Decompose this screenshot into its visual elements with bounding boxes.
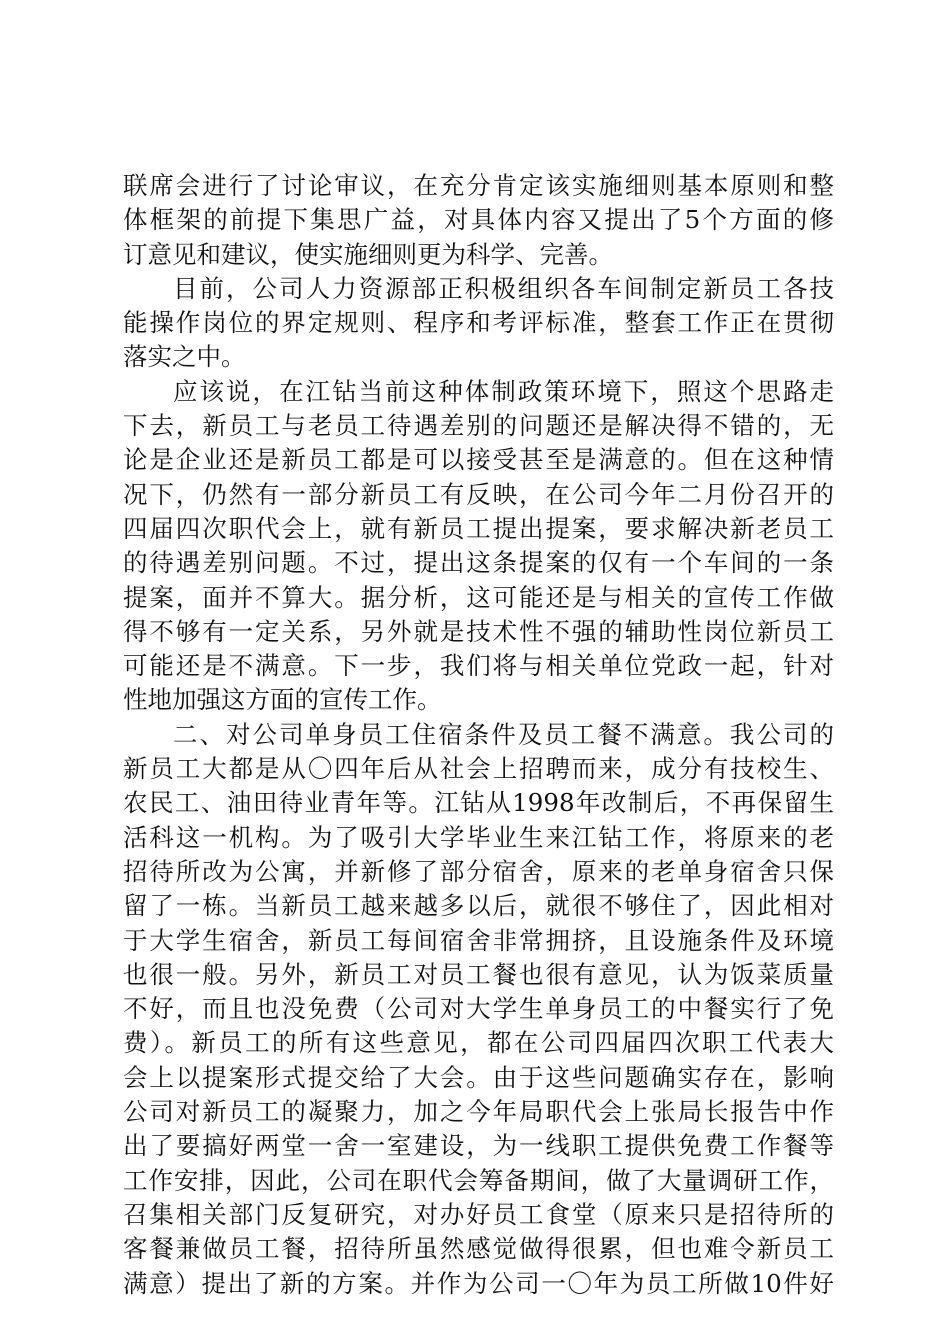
text-line: 落实之中。	[123, 342, 246, 372]
text-line: 公司对新员工的凝聚力，加之今年局职代会上张局长报告中作	[123, 1097, 834, 1127]
text-line: 留了一栋。当新员工越来越多以后，就很不够住了，因此相对	[123, 891, 834, 921]
text-line: 提案，面并不算大。据分析，这可能还是与相关的宣传工作做	[123, 582, 834, 612]
text-line: 于大学生宿舍，新员工每间宿舍非常拥挤，且设施条件及环境	[123, 925, 834, 955]
text-line: 下去，新员工与老员工待遇差别的问题还是解决得不错的，无	[123, 411, 834, 441]
text-line: 可能还是不满意。下一步，我们将与相关单位党政一起，针对	[123, 651, 834, 681]
text-line: 能操作岗位的界定规则、程序和考评标准，整套工作正在贯彻	[123, 308, 834, 338]
text-line: 招待所改为公寓，并新修了部分宿舍，原来的老单身宿舍只保	[123, 856, 834, 886]
text-line: 会上以提案形式提交给了大会。由于这些问题确实存在，影响	[123, 1062, 834, 1092]
text-line: 满意）提出了新的方案。并作为公司一〇年为员工所做10件好	[123, 1268, 834, 1298]
text-line: 也很一般。另外，新员工对员工餐也很有意见，认为饭菜质量	[123, 959, 834, 989]
text-line: 出了要搞好两堂一舍一室建设，为一线职工提供免费工作餐等	[123, 1131, 834, 1161]
text-line: 费）。新员工的所有这些意见，都在公司四届四次职工代表大	[123, 1028, 834, 1058]
text-line: 活科这一机构。为了吸引大学毕业生来江钻工作，将原来的老	[123, 822, 834, 852]
text-line: 订意见和建议，使实施细则更为科学、完善。	[123, 239, 613, 269]
text-line: 况下，仍然有一部分新员工有反映，在公司今年二月份召开的	[123, 479, 834, 509]
text-line: 的待遇差别问题。不过，提出这条提案的仅有一个车间的一条	[123, 548, 834, 578]
text-line: 性地加强这方面的宣传工作。	[123, 685, 442, 715]
text-line: 论是企业还是新员工都是可以接受甚至是满意的。但在这种情	[123, 445, 834, 475]
text-line: 不好，而且也没免费（公司对大学生单身员工的中餐实行了免	[123, 994, 834, 1024]
text-line: 工作安排，因此，公司在职代会筹备期间，做了大量调研工作，	[123, 1165, 834, 1195]
document-body	[123, 169, 834, 1301]
text-line: 客餐兼做员工餐，招待所虽然感觉做得很累，但也难令新员工	[123, 1234, 834, 1264]
text-line: 应该说，在江钻当前这种体制政策环境下，照这个思路走	[173, 376, 834, 406]
text-line: 体框架的前提下集思广益，对具体内容又提出了5个方面的修	[123, 205, 834, 235]
text-line: 新员工大都是从〇四年后从社会上招聘而来，成分有技校生、	[123, 754, 834, 784]
text-line: 四届四次职代会上，就有新员工提出提案，要求解决新老员工	[123, 513, 834, 543]
text-line: 二、对公司单身员工住宿条件及员工餐不满意。我公司的	[173, 719, 834, 749]
text-line: 联席会进行了讨论审议，在充分肯定该实施细则基本原则和整	[123, 171, 834, 200]
text-line: 农民工、油田待业青年等。江钻从1998年改制后，不再保留生	[123, 788, 834, 818]
text-line: 得不够有一定关系，另外就是技术性不强的辅助性岗位新员工	[123, 616, 834, 646]
text-line: 目前，公司人力资源部正积极组织各车间制定新员工各技	[173, 273, 834, 303]
text-line: 召集相关部门反复研究，对办好员工食堂（原来只是招待所的	[123, 1199, 834, 1229]
